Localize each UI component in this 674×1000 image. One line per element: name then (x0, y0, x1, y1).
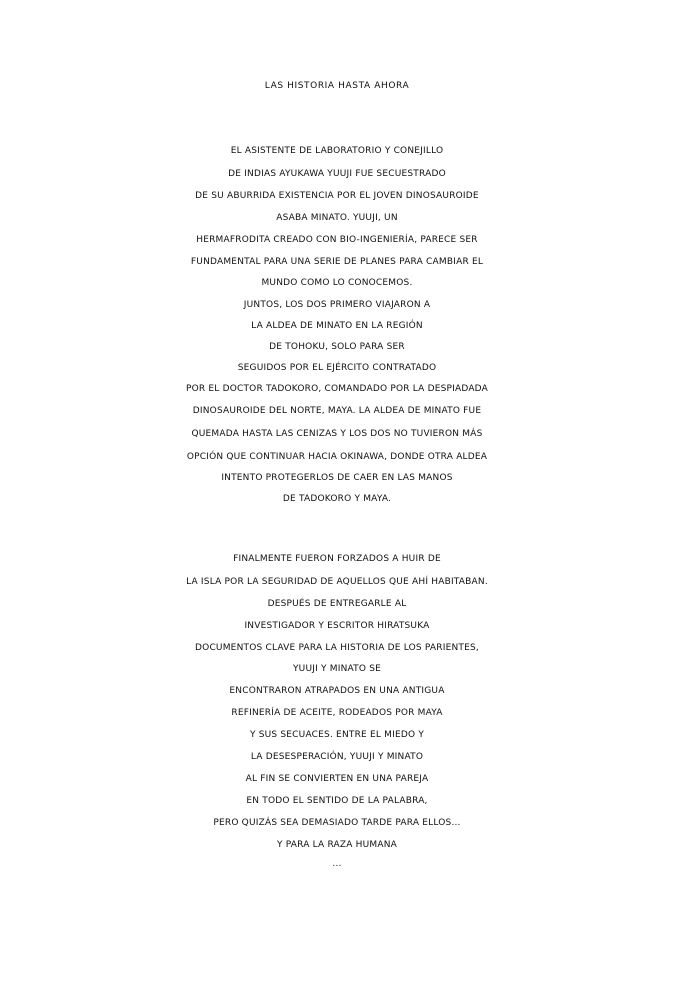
text-line: HERMAFRODITA CREADO CON BIO-INGENIERÍA, PARECE SER (196, 235, 478, 245)
text-line: POR EL DOCTOR TADOKORO, COMANDADO POR LA DESPIADADA (185, 384, 489, 394)
text-line: QUEMADA HASTA LAS CENIZAS Y LOS DOS NO TUVIERON MÁS (191, 429, 483, 439)
text-line: FUNDAMENTAL PARA UNA SERIE DE PLANES PARA CAMBIAR EL (190, 257, 484, 267)
text-line: MUNDO COMO LO CONOCEMOS. (261, 278, 413, 288)
text-line: DESPUÉS DE ENTREGARLE AL (267, 599, 407, 609)
text-line: LA DESESPERACIÓN, YUUJI Y MINATO (250, 752, 424, 762)
text-line: EN TODO EL SENTIDO DE LA PALABRA, (246, 796, 428, 806)
text-line: DINOSAUROIDE DEL NORTE, MAYA. LA ALDEA DE MINATO FUE (192, 406, 482, 416)
text-line: ... (332, 859, 342, 869)
page-title: LAS HISTORIA HASTA AHORA (264, 81, 410, 91)
text-line: REFINERÍA DE ACEITE, RODEADOS POR MAYA (231, 708, 443, 718)
text-line: DE INDIAS AYUKAWA YUUJI FUE SECUESTRADO (228, 169, 446, 179)
text-line: DOCUMENTOS CLAVE PARA LA HISTORIA DE LOS PARIENTES, (195, 643, 479, 653)
text-line: FINALMENTE FUERON FORZADOS A HUIR DE (233, 554, 441, 564)
text-line: OPCIÓN QUE CONTINUAR HACIA OKINAWA, DONDE OTRA ALDEA (186, 452, 488, 462)
text-line: JUNTOS, LOS DOS PRIMERO VIAJARON A (243, 300, 431, 310)
text-line: YUUJI Y MINATO SE (292, 664, 382, 674)
text-line: Y PARA LA RAZA HUMANA (276, 840, 398, 850)
text-line: LA ISLA POR LA SEGURIDAD DE AQUELLOS QUE AHÍ HABITABAN. (186, 577, 488, 587)
text-line: DE SU ABURRIDA EXISTENCIA POR EL JOVEN DINOSAUROIDE (195, 191, 479, 201)
text-line: DE TOHOKU, SOLO PARA SER (269, 342, 405, 352)
text-line: ASABA MINATO. YUUJI, UN (276, 213, 398, 223)
text-line: PERO QUIZÁS SEA DEMASIADO TARDE PARA ELLOS... (213, 818, 461, 828)
text-line: LA ALDEA DE MINATO EN LA REGIÓN (251, 321, 423, 331)
text-line: Y SUS SECUACES. ENTRE EL MIEDO Y (249, 730, 425, 740)
text-line: SEGUIDOS POR EL EJÉRCITO CONTRATADO (237, 363, 437, 373)
text-line: DE TADOKORO Y MAYA. (282, 494, 392, 504)
text-line: AL FIN SE CONVIERTEN EN UNA PAREJA (245, 774, 429, 784)
text-line: EL ASISTENTE DE LABORATORIO Y CONEJILLO (230, 146, 444, 156)
text-line: INTENTO PROTEGERLOS DE CAER EN LAS MANOS (221, 473, 453, 483)
text-line: ENCONTRARON ATRAPADOS EN UNA ANTIGUA (229, 686, 445, 696)
text-line: INVESTIGADOR Y ESCRITOR HIRATSUKA (244, 621, 430, 631)
